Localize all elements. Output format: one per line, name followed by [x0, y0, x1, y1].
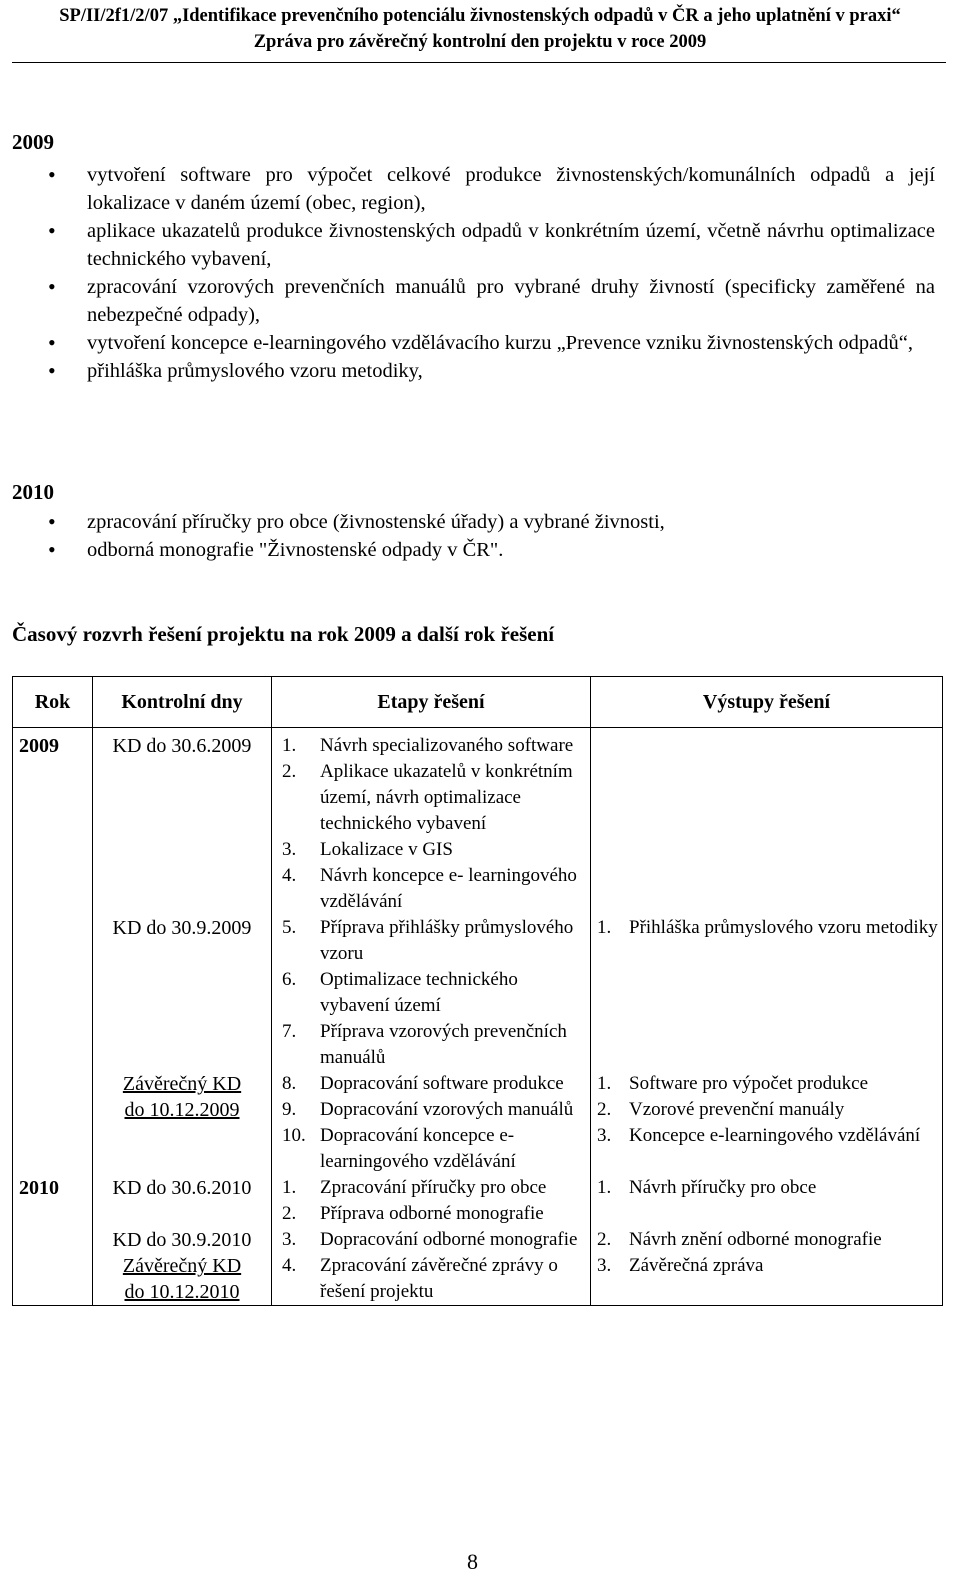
- list-item: [272, 1123, 590, 1175]
- kd-date: do 10.12.2009: [124, 1099, 240, 1121]
- cell-etapy-list: [272, 1227, 590, 1253]
- column-header-etapy: Etapy řešení: [272, 677, 591, 728]
- list-item: • odborná monografie "Živnostenské odpady v ČR".: [0, 536, 935, 564]
- list-item: [272, 1175, 590, 1201]
- cell-etapy: [272, 1253, 591, 1306]
- list-item: [272, 1019, 590, 1071]
- list-item: [591, 915, 942, 941]
- list-item: [272, 733, 590, 759]
- item-number: 3.: [282, 839, 297, 860]
- item-number: 7.: [282, 1021, 297, 1042]
- kd-label: KD do 30.9.2009: [112, 917, 252, 939]
- list-item: [272, 1201, 590, 1227]
- cell-rok: [13, 915, 93, 1071]
- item-number: 2.: [282, 761, 297, 782]
- page-number: 8: [467, 1549, 478, 1574]
- item-text: Zpracování závěrečné zprávy o řešení projektu: [320, 1255, 558, 1302]
- list-item: [272, 759, 590, 837]
- year-2010-heading: 2010: [12, 480, 54, 504]
- item-number: 1.: [282, 735, 297, 756]
- cell-vystupy: [591, 1227, 943, 1253]
- list-item: [591, 1123, 942, 1149]
- cell-etapy-list: [272, 1253, 590, 1305]
- schedule-header-row: [13, 677, 943, 728]
- item-text: Závěrečná zpráva: [629, 1255, 764, 1276]
- list-item: [272, 1253, 590, 1305]
- page-header: [0, 3, 960, 55]
- cell-rok: [13, 1071, 93, 1175]
- column-header-kontrolni-dny: Kontrolní dny: [93, 677, 272, 728]
- kd-label: KD do 30.6.2009: [112, 735, 252, 757]
- cell-etapy: [272, 1227, 591, 1253]
- cell-vystupy-list: [591, 1227, 942, 1253]
- cell-vystupy-list: [591, 1253, 942, 1279]
- cell-rok: [13, 1253, 93, 1306]
- cell-etapy: [272, 1175, 591, 1227]
- year-2010-list: [0, 508, 935, 564]
- item-text: Návrh příručky pro obce: [629, 1177, 817, 1198]
- list-item: • zpracování vzorových prevenčních manuálů pro vybrané druhy živností (specificky zaměřené na nebezpečné odpady),: [0, 273, 935, 329]
- table-row: [13, 728, 943, 916]
- item-text: Příprava odborné monografie: [320, 1203, 544, 1224]
- list-item: • vytvoření software pro výpočet celkové produkce živnostenských/komunálních odpadů a její lokalizace v daném území (obec, region),: [0, 161, 935, 217]
- item-number: 4.: [282, 1255, 297, 1276]
- item-number: 3.: [282, 1229, 297, 1250]
- item-text: Aplikace ukazatelů v konkrétním území, návrh optimalizace technického vybavení: [320, 761, 573, 834]
- cell-kontrolni-den: [93, 1227, 272, 1253]
- item-text: Optimalizace technického vybavení území: [320, 969, 518, 1016]
- item-number: 3.: [597, 1125, 612, 1146]
- item-text: Dopracování vzorových manuálů: [320, 1099, 574, 1120]
- item-number: 1.: [282, 1177, 297, 1198]
- cell-etapy-list: [272, 915, 590, 1071]
- item-number: 1.: [597, 1073, 612, 1094]
- cell-vystupy: [591, 1253, 943, 1306]
- cell-kontrolni-den: [93, 728, 272, 916]
- item-text: Příprava vzorových prevenčních manuálů: [320, 1021, 567, 1068]
- list-item: • vytvoření koncepce e-learningového vzdělávacího kurzu „Prevence vzniku živnostenských odpadů“,: [0, 329, 935, 357]
- kd-date: do 10.12.2010: [124, 1281, 240, 1303]
- item-number: 1.: [597, 917, 612, 938]
- item-text: Návrh specializovaného software: [320, 735, 574, 756]
- list-item: [591, 1097, 942, 1123]
- item-text: Vzorové prevenční manuály: [629, 1099, 845, 1120]
- item-text: Zpracování příručky pro obce: [320, 1177, 547, 1198]
- cell-vystupy-list: [591, 1071, 942, 1149]
- item-text: Dopracování koncepce e-learningového vzdělávání: [320, 1125, 516, 1172]
- item-text: Návrh koncepce e- learningového vzdělávání: [320, 865, 577, 912]
- item-number: 5.: [282, 917, 297, 938]
- item-text: Návrh znění odborné monografie: [629, 1229, 882, 1250]
- item-number: 2.: [597, 1099, 612, 1120]
- cell-vystupy: [591, 915, 943, 1071]
- schedule-table: [12, 676, 943, 1306]
- item-number: 6.: [282, 969, 297, 990]
- item-text: Software pro výpočet produkce: [629, 1073, 869, 1094]
- list-item: [591, 1253, 942, 1279]
- item-number: 8.: [282, 1073, 297, 1094]
- header-project-title: SP/II/2f1/2/07 „Identifikace prevenčního potenciálu živnostenských odpadů v ČR a jeho uplatnění v praxi“: [59, 6, 901, 26]
- item-text: Přihláška průmyslového vzoru metodiky: [629, 917, 938, 938]
- year-2009-heading: 2009: [12, 130, 54, 154]
- list-item: • přihláška průmyslového vzoru metodiky,: [0, 357, 935, 385]
- column-header-vystupy: Výstupy řešení: [591, 677, 943, 728]
- cell-kontrolni-den: [93, 1253, 272, 1306]
- table-row: [13, 1253, 943, 1306]
- list-item: [272, 863, 590, 915]
- cell-kontrolni-den: [93, 1175, 272, 1227]
- cell-etapy-list: [272, 1071, 590, 1175]
- item-number: 2.: [597, 1229, 612, 1250]
- column-header-rok: Rok: [13, 677, 93, 728]
- kd-label: Závěrečný KD: [122, 1255, 242, 1277]
- item-number: 1.: [597, 1177, 612, 1198]
- table-row: [13, 1227, 943, 1253]
- item-number: 4.: [282, 865, 297, 886]
- item-text: Lokalizace v GIS: [320, 839, 453, 860]
- cell-vystupy: [591, 728, 943, 916]
- list-item: [272, 1097, 590, 1123]
- cell-rok: 2009: [13, 728, 93, 916]
- kd-label: KD do 30.9.2010: [112, 1229, 252, 1251]
- cell-rok: 2010: [13, 1175, 93, 1227]
- table-row: [13, 915, 943, 1071]
- cell-kontrolni-den: [93, 1071, 272, 1175]
- cell-vystupy-list: [591, 915, 942, 941]
- cell-etapy: [272, 1071, 591, 1175]
- table-row: [13, 1071, 943, 1175]
- list-item: [591, 1227, 942, 1253]
- list-item: • zpracování příručky pro obce (živnostenské úřady) a vybrané živnosti,: [0, 508, 935, 536]
- list-item: [272, 1227, 590, 1253]
- table-row: [13, 1175, 943, 1227]
- schedule-title: Časový rozvrh řešení projektu na rok 2009 a další rok řešení: [12, 622, 555, 646]
- item-text: Příprava přihlášky průmyslového vzoru: [320, 917, 574, 964]
- item-text: Koncepce e-learningového vzdělávání: [629, 1125, 921, 1146]
- year-2009-list: [0, 161, 935, 385]
- list-item: [272, 915, 590, 967]
- cell-kontrolni-den: [93, 915, 272, 1071]
- cell-vystupy: [591, 1071, 943, 1175]
- list-item: [272, 967, 590, 1019]
- header-divider: [12, 62, 946, 63]
- item-number: 10.: [282, 1125, 306, 1146]
- list-item: • aplikace ukazatelů produkce živnostenských odpadů v konkrétním území, včetně návrhu optimalizace technického vybavení,: [0, 217, 935, 273]
- cell-vystupy: [591, 1175, 943, 1227]
- item-number: 3.: [597, 1255, 612, 1276]
- list-item: [591, 1175, 942, 1201]
- list-item: [272, 1071, 590, 1097]
- item-text: Dopracování software produkce: [320, 1073, 564, 1094]
- cell-etapy: [272, 728, 591, 916]
- cell-etapy-list: [272, 733, 590, 915]
- item-number: 9.: [282, 1099, 297, 1120]
- kd-label: KD do 30.6.2010: [112, 1177, 252, 1199]
- list-item: [272, 837, 590, 863]
- cell-etapy-list: [272, 1175, 590, 1227]
- header-report-subtitle: Zpráva pro závěrečný kontrolní den projektu v roce 2009: [253, 32, 707, 52]
- item-number: 2.: [282, 1203, 297, 1224]
- cell-vystupy-list: [591, 1175, 942, 1201]
- item-text: Dopracování odborné monografie: [320, 1229, 578, 1250]
- list-item: [591, 1071, 942, 1097]
- kd-label: Závěrečný KD: [122, 1073, 242, 1095]
- cell-etapy: [272, 915, 591, 1071]
- cell-rok: [13, 1227, 93, 1253]
